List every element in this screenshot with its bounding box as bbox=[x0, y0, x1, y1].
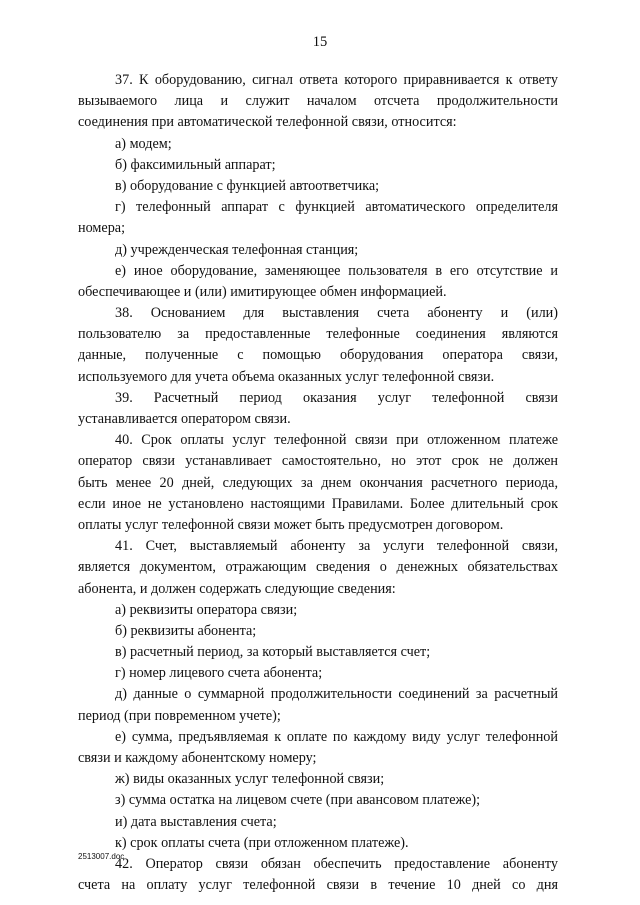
text-line: 42. Оператор связи обязан обеспечить предоставление абоненту bbox=[115, 855, 558, 872]
list-item: б) реквизиты абонента; bbox=[115, 622, 257, 639]
list-item: д) учрежденческая телефонная станция; bbox=[115, 241, 359, 258]
text-line: устанавливается оператором связи. bbox=[78, 411, 291, 427]
list-item: а) модем; bbox=[115, 135, 172, 152]
text-line: 37. К оборудованию, сигнал ответа которого приравнивается к ответу bbox=[115, 72, 558, 88]
text-line: оплаты услуг телефонной связи может быть предусмотрен договором. bbox=[78, 516, 504, 533]
text-line: оператор связи устанавливает самостоятельно, но этот срок не должен bbox=[78, 453, 558, 470]
text-line: период (при повременном учете); bbox=[78, 707, 281, 724]
list-item: г) телефонный аппарат с функцией автоматического определителя bbox=[115, 199, 558, 216]
text-line: используемого для учета объема оказанных услуг телефонной связи. bbox=[78, 368, 495, 385]
text-line: счета на оплату услуг телефонной связи в течение 10 дней со дня bbox=[78, 877, 558, 894]
list-item: ж) виды оказанных услуг телефонной связи; bbox=[115, 771, 385, 788]
text-line: 41. Счет, выставляемый абоненту за услуги телефонной связи, bbox=[115, 538, 558, 555]
text-line: быть менее 20 дней, следующих за днем окончания расчетного периода, bbox=[78, 474, 558, 491]
text-line: данные, полученные с помощью оборудования оператора связи, bbox=[78, 347, 558, 364]
list-item: г) номер лицевого счета абонента; bbox=[115, 665, 323, 682]
text-line: соединения при автоматической телефонной связи, относится: bbox=[78, 114, 457, 131]
page-number: 15 bbox=[312, 34, 328, 50]
text-line: вызываемого лица и служит началом отсчета продолжительности bbox=[78, 93, 558, 110]
list-item: е) сумма, предъявляемая к оплате по каждому виду услуг телефонной bbox=[115, 728, 558, 745]
text-line: 38. Основанием для выставления счета абоненту и (или) bbox=[115, 305, 558, 322]
list-item: з) сумма остатка на лицевом счете (при авансовом платеже); bbox=[115, 792, 481, 809]
text-line: если иное не установлено настоящими Правилами. Более длительный срок bbox=[78, 495, 558, 512]
text-line: связи и каждому абонентскому номеру; bbox=[78, 750, 317, 766]
document-filename: 2513007.doc bbox=[78, 852, 125, 861]
list-item: а) реквизиты оператора связи; bbox=[115, 601, 298, 618]
text-line: абонента, и должен содержать следующие сведения: bbox=[78, 580, 396, 597]
list-item: к) срок оплаты счета (при отложенном платеже). bbox=[115, 834, 409, 851]
text-line: номера; bbox=[78, 220, 126, 237]
list-item: б) факсимильный аппарат; bbox=[115, 156, 276, 173]
document-body bbox=[78, 70, 558, 896]
text-line: 39. Расчетный период оказания услуг телефонной связи bbox=[115, 389, 558, 406]
text-line: является документом, отражающим сведения о денежных обязательствах bbox=[78, 559, 558, 576]
list-item: в) расчетный период, за который выставляется счет; bbox=[115, 644, 431, 661]
list-item: д) данные о суммарной продолжительности соединений за расчетный bbox=[115, 686, 558, 703]
list-item: в) оборудование с функцией автоответчика; bbox=[115, 177, 380, 194]
list-item: и) дата выставления счета; bbox=[115, 813, 277, 830]
text-line: пользователю за предоставленные телефонные соединения являются bbox=[78, 326, 558, 343]
text-line: 40. Срок оплаты услуг телефонной связи при отложенном платеже bbox=[115, 432, 558, 449]
text-line: обеспечивающее и (или) имитирующее обмен информацией. bbox=[78, 283, 447, 300]
list-item: е) иное оборудование, заменяющее пользователя в его отсутствие и bbox=[115, 262, 558, 279]
